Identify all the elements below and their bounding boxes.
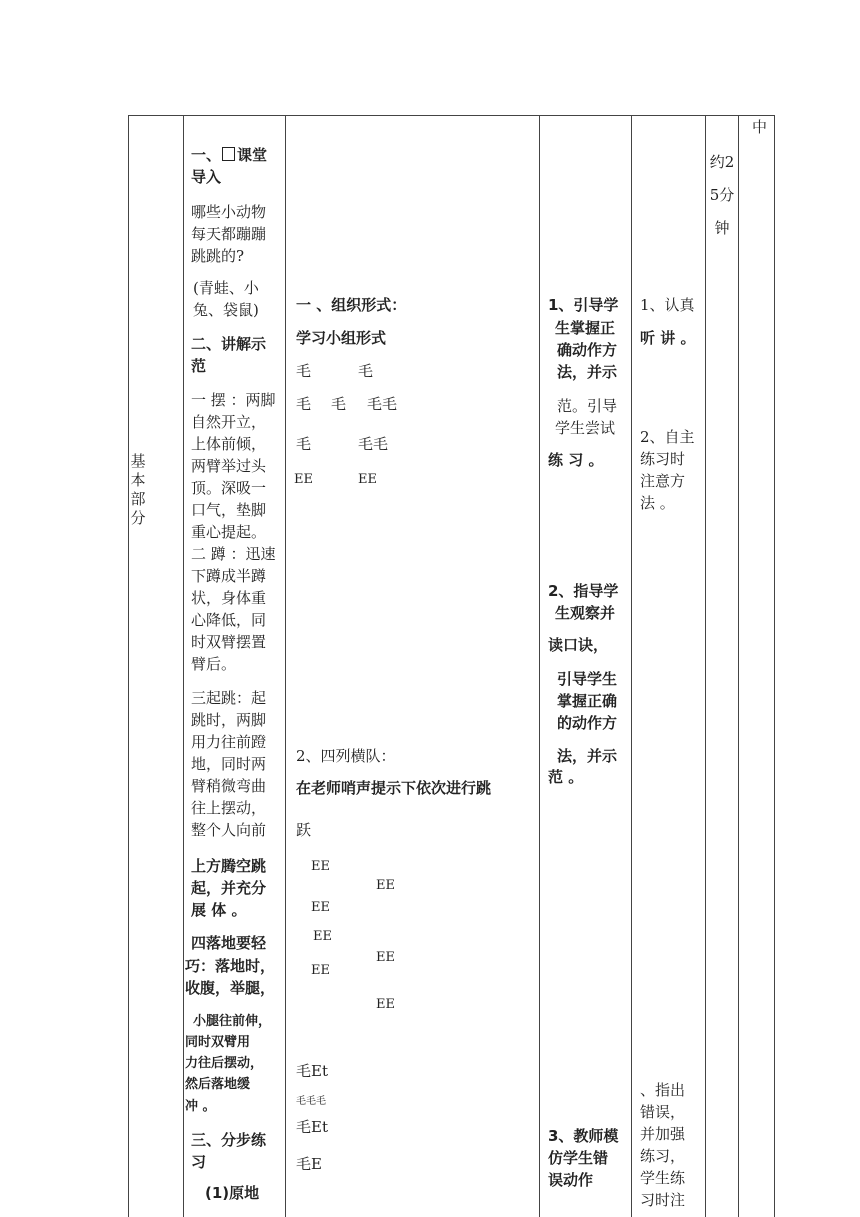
- org-line: 一 、组织形式：: [296, 296, 407, 314]
- teacher-line: 3、教师模: [548, 1127, 619, 1145]
- formation-mark: 毛毛毛: [296, 1096, 326, 1107]
- student-line: 听 讲 。: [640, 329, 696, 347]
- student-line: 练习时: [640, 450, 686, 468]
- formation-mark: 毛: [296, 362, 312, 380]
- teacher-line: 生观察并: [555, 604, 616, 622]
- teacher-line: 误动作: [548, 1171, 594, 1189]
- formation-mark: EE: [313, 929, 332, 944]
- teacher-line: 法，并示: [557, 747, 618, 765]
- teacher-line: 生掌握正: [555, 319, 616, 337]
- content-line: 时双臂摆置: [191, 633, 267, 651]
- content-line: 三起跳：起: [191, 689, 267, 707]
- table-line-8: [774, 115, 775, 1217]
- content-line: 二、讲解示: [191, 335, 267, 353]
- content-line: 习: [191, 1153, 207, 1171]
- formation-mark: EE: [311, 859, 330, 874]
- student-line: 法 。: [640, 494, 675, 512]
- content-line: 心降低，同: [191, 611, 267, 629]
- content-line: 两臂举过头: [191, 457, 267, 475]
- time-note: 约25分钟: [709, 153, 735, 237]
- teacher-line: 确动作方: [557, 341, 618, 359]
- content-line: 然后落地缓: [185, 1077, 251, 1092]
- student-line: 错误，: [640, 1103, 686, 1121]
- org-line: 学习小组形式: [296, 329, 387, 347]
- content-line: 上体前倾，: [191, 435, 267, 453]
- content-line: 每天都蹦蹦: [191, 225, 267, 243]
- content-line: 四落地要轻: [191, 934, 267, 952]
- corner-char: 中: [752, 118, 768, 136]
- teacher-line: 掌握正确: [557, 692, 618, 710]
- formation-mark: EE: [376, 878, 395, 893]
- org-line: 2、四列横队：: [296, 747, 396, 765]
- content-line: 冲 。: [185, 1099, 216, 1114]
- teacher-line: 练 习 。: [548, 451, 604, 469]
- section-label: 基本部分: [130, 452, 146, 527]
- formation-mark: 毛毛: [358, 435, 389, 453]
- content-line: (1)原地: [205, 1184, 260, 1202]
- table-line-3: [285, 115, 286, 1217]
- student-line: 学生练: [640, 1169, 686, 1187]
- org-line: 跃: [296, 821, 312, 839]
- table-line-1: [128, 115, 129, 1217]
- teacher-line: 法，并示: [557, 363, 618, 381]
- formation-mark: 毛: [331, 395, 347, 413]
- content-line: 范: [191, 357, 207, 375]
- content-line: 力往后摆动，: [185, 1056, 264, 1071]
- table-line-7: [738, 115, 739, 1217]
- content-line: 导入: [191, 168, 222, 186]
- student-line: 注意方: [640, 472, 686, 490]
- content-line: 自然开立，: [191, 413, 267, 431]
- formation-mark: 毛: [296, 435, 312, 453]
- content-line: 口气，垫脚: [191, 501, 267, 519]
- content-line: 整个人向前: [191, 821, 267, 839]
- table-line-5: [631, 115, 632, 1217]
- formation-mark: EE: [358, 472, 377, 487]
- content-line: 往上摆动，: [191, 799, 267, 817]
- content-line: 跳时，两脚: [191, 711, 267, 729]
- table-top-border: [128, 115, 774, 116]
- table-line-4: [539, 115, 540, 1217]
- teacher-line: 范 。: [548, 768, 584, 786]
- content-line: 哪些小动物: [191, 203, 267, 221]
- formation-mark: 毛: [358, 362, 374, 380]
- content-line: 巧：落地时，: [185, 957, 276, 975]
- content-line: 收腹，举腿，: [185, 979, 276, 997]
- content-line: 下蹲成半蹲: [191, 567, 267, 585]
- content-line: 同时双臂用: [185, 1035, 251, 1050]
- content-line: 展 体 。: [191, 901, 247, 919]
- formation-mark: 毛毛: [367, 395, 398, 413]
- teacher-line: 1、引导学: [548, 296, 619, 314]
- table-line-6: [705, 115, 706, 1217]
- student-line: 1、认真: [640, 296, 695, 314]
- formation-mark: 毛E: [296, 1155, 322, 1173]
- student-line: 练习，: [640, 1147, 686, 1165]
- content-line: 顶。深吸一: [191, 479, 267, 497]
- content-line: 地，同时两: [191, 755, 267, 773]
- teacher-line: 2、指导学: [548, 582, 619, 600]
- teacher-line: 范。引导: [557, 397, 618, 415]
- content-line: (青蛙、小: [193, 279, 259, 297]
- content-line: 三、分步练: [191, 1131, 267, 1149]
- content-line: 兔、袋鼠): [193, 301, 259, 319]
- student-line: 2、自主: [640, 428, 695, 446]
- org-line: 在老师哨声提示下依次进行跳: [296, 779, 492, 797]
- teacher-line: 仿学生错: [548, 1149, 609, 1167]
- student-line: 并加强: [640, 1125, 686, 1143]
- formation-mark: EE: [311, 900, 330, 915]
- content-line: 小腿往前伸，: [193, 1014, 272, 1029]
- content-line: 重心提起。: [191, 523, 267, 541]
- content-line: 一、 课堂: [191, 146, 268, 164]
- formation-mark: EE: [376, 997, 395, 1012]
- content-line: 臂后。: [191, 655, 237, 673]
- teacher-line: 的动作方: [557, 714, 618, 732]
- formation-mark: 毛Et: [296, 1062, 328, 1080]
- teacher-line: 引导学生: [557, 670, 618, 688]
- content-line: 用力往前蹬: [191, 733, 267, 751]
- student-line: 、指出: [640, 1081, 686, 1099]
- content-line: 一 摆 ：两脚: [191, 391, 276, 409]
- content-line: 状，身体重: [191, 589, 267, 607]
- content-line: 起，并充分: [191, 879, 267, 897]
- formation-mark: 毛: [296, 395, 312, 413]
- content-line: 上方腾空跳: [191, 857, 267, 875]
- formation-mark: 毛Et: [296, 1118, 328, 1136]
- content-line: 臂稍微弯曲: [191, 777, 267, 795]
- formation-mark: EE: [311, 963, 330, 978]
- teacher-line: 读口诀，: [548, 636, 609, 654]
- formation-mark: EE: [294, 472, 313, 487]
- formation-mark: EE: [376, 950, 395, 965]
- table-line-2: [183, 115, 184, 1217]
- content-line: 跳跳的?: [191, 247, 245, 265]
- student-line: 习时注: [640, 1191, 686, 1209]
- content-line: 二 蹲 ：迅速: [191, 545, 276, 563]
- checkbox-icon: [222, 147, 235, 161]
- teacher-line: 学生尝试: [555, 419, 616, 437]
